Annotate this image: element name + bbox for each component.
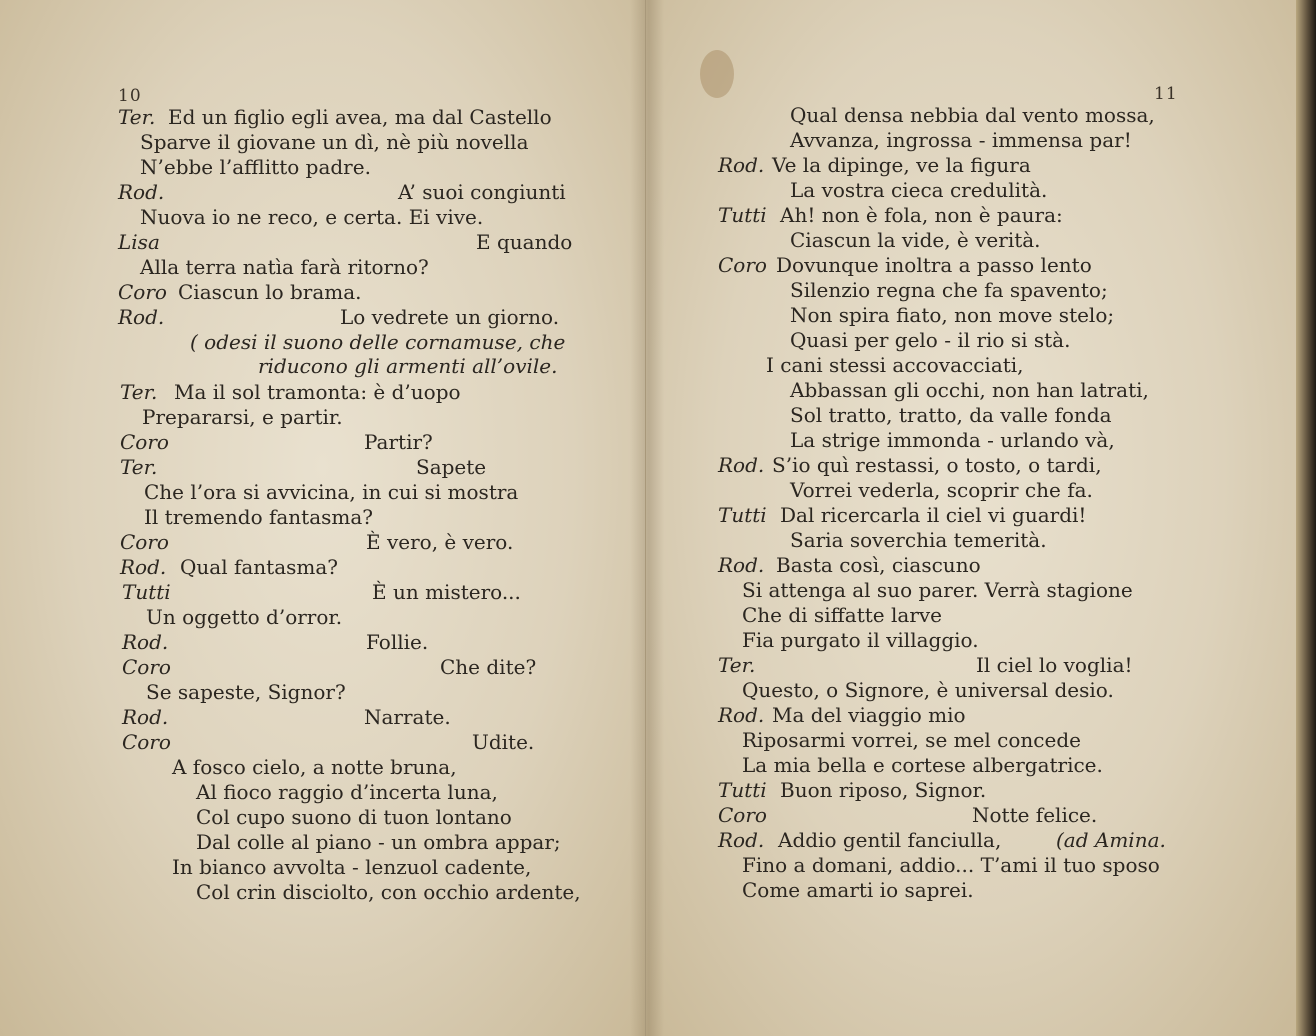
verse-line: A fosco cielo, a notte bruna, [172, 755, 457, 779]
verse-line: Se sapeste, Signor? [146, 680, 346, 704]
page-edge [1296, 0, 1316, 1036]
speaker: Coro [718, 253, 767, 277]
speaker: Ter. [120, 455, 158, 479]
speaker: Rod. [120, 555, 167, 579]
verse-line: Partir? [364, 430, 433, 454]
verse-line: Sparve il giovane un dì, nè più novella [140, 130, 529, 154]
stage-direction: ( odesi il suono delle cornamuse, che [190, 330, 566, 354]
verse-line: Dal colle al piano - un ombra appar; [196, 830, 561, 854]
verse-line: Che dite? [440, 655, 537, 679]
verse-line: Lo vedrete un giorno. [340, 305, 560, 329]
verse-line: Notte felice. [972, 803, 1098, 827]
stage-direction: (ad Amina. [1056, 828, 1166, 852]
verse-line: A’ suoi congiunti [398, 180, 566, 204]
verse-line: La vostra cieca credulità. [790, 178, 1048, 202]
speaker: Tutti [718, 503, 767, 527]
verse-line: Ciascun la vide, è verità. [790, 228, 1041, 252]
verse-line: Ed un figlio egli avea, ma dal Castello [168, 105, 552, 129]
speaker: Ter. [718, 653, 756, 677]
verse-line: Sapete [416, 455, 487, 479]
left-page [0, 0, 646, 1036]
speaker: Tutti [718, 203, 767, 227]
speaker: Lisa [118, 230, 160, 254]
verse-line: Abbassan gli occhi, non han latrati, [790, 378, 1149, 402]
verse-line: I cani stessi accovacciati, [766, 353, 1024, 377]
verse-line: È un mistero... [372, 580, 521, 604]
speaker: Coro [120, 430, 169, 454]
speaker: Rod. [118, 305, 165, 329]
verse-line: Col cupo suono di tuon lontano [196, 805, 512, 829]
verse-line: Dal ricercarla il ciel vi guardi! [780, 503, 1087, 527]
speaker: Rod. [122, 630, 169, 654]
verse-line: Non spira fiato, non move stelo; [790, 303, 1115, 327]
speaker: Rod. [122, 705, 169, 729]
right-page [646, 0, 1296, 1036]
verse-line: Follie. [366, 630, 429, 654]
verse-line: Nuova io ne reco, e certa. Ei vive. [140, 205, 484, 229]
verse-line: Avvanza, ingrossa - immensa par! [790, 128, 1132, 152]
verse-line: Udite. [472, 730, 535, 754]
verse-line: Questo, o Signore, è universal desio. [742, 678, 1114, 702]
speaker: Coro [120, 530, 169, 554]
verse-line: N’ebbe l’afflitto padre. [140, 155, 371, 179]
verse-line: Silenzio regna che fa spavento; [790, 278, 1108, 302]
verse-line: Quasi per gelo - il rio si stà. [790, 328, 1071, 352]
verse-line: Qual fantasma? [180, 555, 338, 579]
verse-line: Un oggetto d’orror. [146, 605, 343, 629]
verse-line: Fino a domani, addio... T’ami il tuo sposo [742, 853, 1160, 877]
verse-line: Ma il sol tramonta: è d’uopo [174, 380, 461, 404]
speaker: Coro [718, 803, 767, 827]
speaker: Coro [122, 655, 171, 679]
verse-line: È vero, è vero. [366, 530, 514, 554]
speaker: Rod. [118, 180, 165, 204]
verse-line: Buon riposo, Signor. [780, 778, 987, 802]
paper-stain [700, 50, 734, 98]
verse-line: Narrate. [364, 705, 451, 729]
verse-line: Riposarmi vorrei, se mel concede [742, 728, 1081, 752]
speaker: Ter. [118, 105, 156, 129]
verse-line: Sol tratto, tratto, da valle fonda [790, 403, 1112, 427]
verse-line: Ah! non è fola, non è paura: [780, 203, 1063, 227]
verse-line: Addio gentil fanciulla, [778, 828, 1002, 852]
verse-line: Ma del viaggio mio [772, 703, 966, 727]
speaker: Rod. [718, 703, 765, 727]
verse-line: Fia purgato il villaggio. [742, 628, 979, 652]
verse-line: Che di siffatte larve [742, 603, 943, 627]
verse-line: Alla terra natìa farà ritorno? [140, 255, 429, 279]
speaker: Tutti [122, 580, 171, 604]
verse-line: Basta così, ciascuno [776, 553, 981, 577]
verse-line: S’io quì restassi, o tosto, o tardi, [772, 453, 1102, 477]
verse-line: E quando [476, 230, 573, 254]
verse-line: Che l’ora si avvicina, in cui si mostra [144, 480, 519, 504]
verse-line: Dovunque inoltra a passo lento [776, 253, 1092, 277]
verse-line: Il tremendo fantasma? [144, 505, 374, 529]
speaker: Ter. [120, 380, 158, 404]
verse-line: Come amarti io saprei. [742, 878, 974, 902]
speaker: Rod. [718, 828, 765, 852]
speaker: Rod. [718, 153, 765, 177]
verse-line: Col crin disciolto, con occhio ardente, [196, 880, 581, 904]
page-number: 10 [118, 86, 142, 106]
verse-line: Qual densa nebbia dal vento mossa, [790, 103, 1155, 127]
speaker: Rod. [718, 453, 765, 477]
page-number: 11 [1154, 84, 1178, 104]
speaker: Coro [122, 730, 171, 754]
verse-line: Ve la dipinge, ve la figura [772, 153, 1031, 177]
verse-line: Il ciel lo voglia! [976, 653, 1133, 677]
verse-line: Saria soverchia temerità. [790, 528, 1047, 552]
verse-line: Vorrei vederla, scoprir che fa. [790, 478, 1093, 502]
verse-line: La mia bella e cortese albergatrice. [742, 753, 1103, 777]
verse-line: La strige immonda - urlando và, [790, 428, 1115, 452]
verse-line: Si attenga al suo parer. Verrà stagione [742, 578, 1133, 602]
speaker: Tutti [718, 778, 767, 802]
verse-line: In bianco avvolta - lenzuol cadente, [172, 855, 532, 879]
verse-line: Ciascun lo brama. [178, 280, 362, 304]
stage-direction: riducono gli armenti all’ovile. [258, 354, 558, 378]
verse-line: Al fioco raggio d’incerta luna, [196, 780, 498, 804]
speaker: Rod. [718, 553, 765, 577]
speaker: Coro [118, 280, 167, 304]
verse-line: Prepararsi, e partir. [142, 405, 343, 429]
